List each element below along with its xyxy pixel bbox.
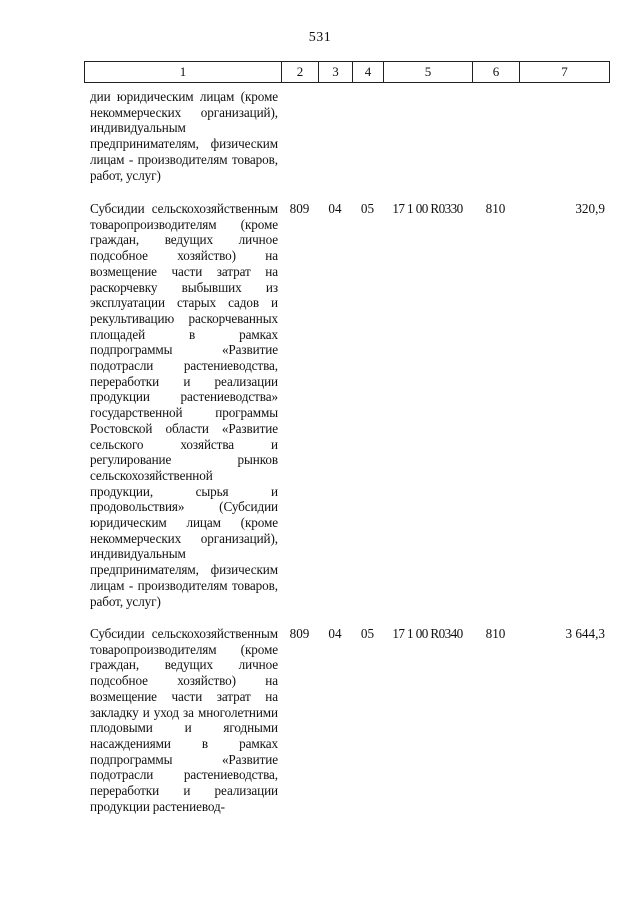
header-row <box>85 62 610 83</box>
row-amount: 320,9 <box>575 201 605 216</box>
row-expense-type: 810 <box>485 626 506 641</box>
row-section-code: 04 <box>328 201 342 216</box>
col-header-1: 1 <box>85 62 282 83</box>
row-ministry-code: 809 <box>289 201 310 216</box>
col-header-4: 4 <box>353 62 384 83</box>
row-description: Субсидии сельскохозяйственным товаропроизводителям (кроме граждан, ведущих личное подсобное хозяйство) на возмещение части затрат на раскорчевку выбывших из эксплуатации старых садов и рекультивацию раскорчеванных площадей в рамках подпрограммы «Развитие подотрасли растениеводства, переработки и реализации продукции растениеводства» государственной программы Ростовской области «Развитие сельского хозяйства и регулирование рынков сельскохозяйственной продукции, сырья и продовольствия» (Субсидии юридическим лицам (кроме некоммерческих организаций), индивидуальным предпринимателям, физическим лицам - производителям товаров, работ, услуг) <box>90 201 278 609</box>
col-header-2: 2 <box>282 62 319 83</box>
row-section-code: 04 <box>328 626 342 641</box>
col-header-5: 5 <box>384 62 473 83</box>
page-number: 531 <box>308 30 332 45</box>
col-header-6: 6 <box>473 62 520 83</box>
row-expense-type: 810 <box>485 201 506 216</box>
continuation-description: дии юридическим лицам (кроме некоммерческих организаций), индивидуальным предпринимателям, физическим лицам - производителям товаров, работ, услуг) <box>90 89 278 183</box>
row-subsection-code: 05 <box>360 201 375 216</box>
table-header <box>84 61 610 83</box>
col-header-3: 3 <box>319 62 353 83</box>
row-subsection-code: 05 <box>360 626 375 641</box>
row-description: Субсидии сельскохозяйственным товаропроизводителям (кроме граждан, ведущих личное подсобное хозяйство) на возмещение части затрат на закладку и уход за многолетними плодовыми и ягодными насаждениями в рамках подпрограммы «Развитие подотрасли растениеводства, переработки и реализации продукции растениевод- <box>90 626 278 814</box>
row-target-article: 17 1 00 R0330 <box>392 201 463 216</box>
col-header-7: 7 <box>520 62 610 83</box>
row-amount: 3 644,3 <box>565 626 605 641</box>
row-ministry-code: 809 <box>289 626 310 641</box>
row-target-article: 17 1 00 R0340 <box>392 626 463 641</box>
